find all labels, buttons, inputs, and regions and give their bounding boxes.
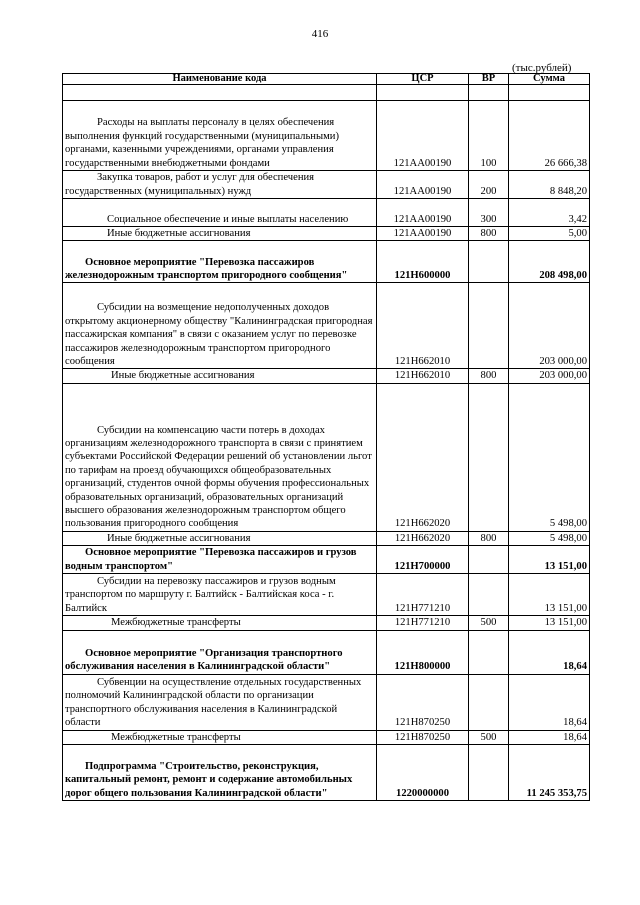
row-sum: 5,00 bbox=[509, 227, 590, 241]
row-sum: 18,64 bbox=[509, 730, 590, 744]
row-sum: 208 498,00 bbox=[509, 241, 590, 283]
table-row bbox=[63, 616, 590, 630]
row-name: Социальное обеспечение и иные выплаты населению bbox=[63, 199, 377, 227]
page-number: 416 bbox=[311, 28, 329, 40]
table-header-row bbox=[63, 74, 590, 85]
row-code: 121Н700000 bbox=[377, 546, 469, 574]
header-sum: Сумма bbox=[509, 74, 590, 85]
row-name: Субвенции на осуществление отдельных государственных полномочий Калининградской области по организации транспортного обслуживания населения в Калининградской области bbox=[63, 674, 377, 730]
row-name: Субсидии на перевозку пассажиров и грузов водным транспортом по маршруту г. Балтийск - Балтийская коса - г. Балтийск bbox=[63, 574, 377, 616]
row-vr: 500 bbox=[469, 616, 509, 630]
row-code: 121АА00190 bbox=[377, 171, 469, 199]
row-code bbox=[377, 85, 469, 101]
row-code: 121Н662020 bbox=[377, 383, 469, 531]
row-name: Основное мероприятие "Перевозка пассажиров железнодорожным транспортом пригородного сообщения" bbox=[63, 241, 377, 283]
row-sum: 203 000,00 bbox=[509, 369, 590, 383]
row-sum bbox=[509, 85, 590, 101]
table-row bbox=[63, 630, 590, 674]
row-code: 121Н771210 bbox=[377, 574, 469, 616]
row-code: 121Н870250 bbox=[377, 674, 469, 730]
row-name: Межбюджетные трансферты bbox=[63, 730, 377, 744]
row-sum: 203 000,00 bbox=[509, 283, 590, 369]
row-name: Иные бюджетные ассигнования bbox=[63, 531, 377, 545]
row-code: 121Н870250 bbox=[377, 730, 469, 744]
budget-table bbox=[62, 73, 590, 801]
row-sum: 5 498,00 bbox=[509, 531, 590, 545]
row-sum: 13 151,00 bbox=[509, 574, 590, 616]
table-row bbox=[63, 674, 590, 730]
row-name: Основное мероприятие "Перевозка пассажиров и грузов водным транспортом" bbox=[63, 546, 377, 574]
row-vr: 500 bbox=[469, 730, 509, 744]
row-code: 121Н600000 bbox=[377, 241, 469, 283]
row-vr: 800 bbox=[469, 531, 509, 545]
table-row bbox=[63, 531, 590, 545]
row-code: 121Н662020 bbox=[377, 531, 469, 545]
row-name: Закупка товаров, работ и услуг для обеспечения государственных (муниципальных) нужд bbox=[63, 171, 377, 199]
row-vr: 100 bbox=[469, 101, 509, 171]
row-sum: 3,42 bbox=[509, 199, 590, 227]
row-vr bbox=[469, 745, 509, 801]
row-code: 1220000000 bbox=[377, 745, 469, 801]
row-sum: 18,64 bbox=[509, 630, 590, 674]
table-row bbox=[63, 199, 590, 227]
row-vr: 800 bbox=[469, 369, 509, 383]
row-sum: 26 666,38 bbox=[509, 101, 590, 171]
table-row bbox=[63, 369, 590, 383]
row-vr bbox=[469, 546, 509, 574]
table-row bbox=[63, 745, 590, 801]
header-vr: ВР bbox=[469, 74, 509, 85]
table-row bbox=[63, 574, 590, 616]
row-vr bbox=[469, 283, 509, 369]
row-name: Расходы на выплаты персоналу в целях обеспечения выполнения функций государственными (муниципальными) органами, казенными учреждениями, органами управления государственными внебюджетными фондами bbox=[63, 101, 377, 171]
header-csr: ЦСР bbox=[377, 74, 469, 85]
row-vr bbox=[469, 674, 509, 730]
row-name: Подпрограмма "Строительство, реконструкция, капитальный ремонт, ремонт и содержание автомобильных дорог общего пользования Калининградской области" bbox=[63, 745, 377, 801]
row-code: 121Н771210 bbox=[377, 616, 469, 630]
row-name: Межбюджетные трансферты bbox=[63, 616, 377, 630]
row-name: Иные бюджетные ассигнования bbox=[63, 227, 377, 241]
table-row bbox=[63, 241, 590, 283]
table-row bbox=[63, 101, 590, 171]
units-label: (тыс.рублей) bbox=[512, 62, 572, 74]
row-name: Субсидии на возмещение недополученных доходов открытому акционерному обществу "Калининградская пригородная пассажирская компания" в связи с оказанием услуг по перевозке пассажиров железнодорожным транспортом пригородного сообщения bbox=[63, 283, 377, 369]
row-vr: 300 bbox=[469, 199, 509, 227]
row-sum: 13 151,00 bbox=[509, 616, 590, 630]
row-vr bbox=[469, 630, 509, 674]
row-name bbox=[63, 85, 377, 101]
table-row bbox=[63, 171, 590, 199]
row-sum: 18,64 bbox=[509, 674, 590, 730]
row-sum: 11 245 353,75 bbox=[509, 745, 590, 801]
row-vr bbox=[469, 574, 509, 616]
header-name: Наименование кода bbox=[63, 74, 377, 85]
row-vr bbox=[469, 85, 509, 101]
row-name: Основное мероприятие "Организация транспортного обслуживания населения в Калининградской области" bbox=[63, 630, 377, 674]
table-row bbox=[63, 283, 590, 369]
table-row bbox=[63, 85, 590, 101]
table-row bbox=[63, 227, 590, 241]
row-code: 121Н800000 bbox=[377, 630, 469, 674]
table-row bbox=[63, 383, 590, 531]
row-code: 121АА00190 bbox=[377, 227, 469, 241]
row-sum: 13 151,00 bbox=[509, 546, 590, 574]
row-vr: 800 bbox=[469, 227, 509, 241]
row-vr: 200 bbox=[469, 171, 509, 199]
row-code: 121АА00190 bbox=[377, 199, 469, 227]
table-row bbox=[63, 730, 590, 744]
row-sum: 8 848,20 bbox=[509, 171, 590, 199]
row-vr bbox=[469, 383, 509, 531]
row-sum: 5 498,00 bbox=[509, 383, 590, 531]
row-vr bbox=[469, 241, 509, 283]
row-name: Субсидии на компенсацию части потерь в доходах организациям железнодорожного транспорта в связи с принятием субъектами Российской Федерации решений об установлении льгот по тарифам на проезд обучающихся общеобразовательных организаций, студентов очной формы обучения профессиональных образовательных организаций, образовательных организаций высшего образования железнодорожным транспортом общего пользования пригородного сообщения bbox=[63, 383, 377, 531]
row-code: 121Н662010 bbox=[377, 369, 469, 383]
row-code: 121Н662010 bbox=[377, 283, 469, 369]
row-name: Иные бюджетные ассигнования bbox=[63, 369, 377, 383]
row-code: 121АА00190 bbox=[377, 101, 469, 171]
table-row bbox=[63, 546, 590, 574]
